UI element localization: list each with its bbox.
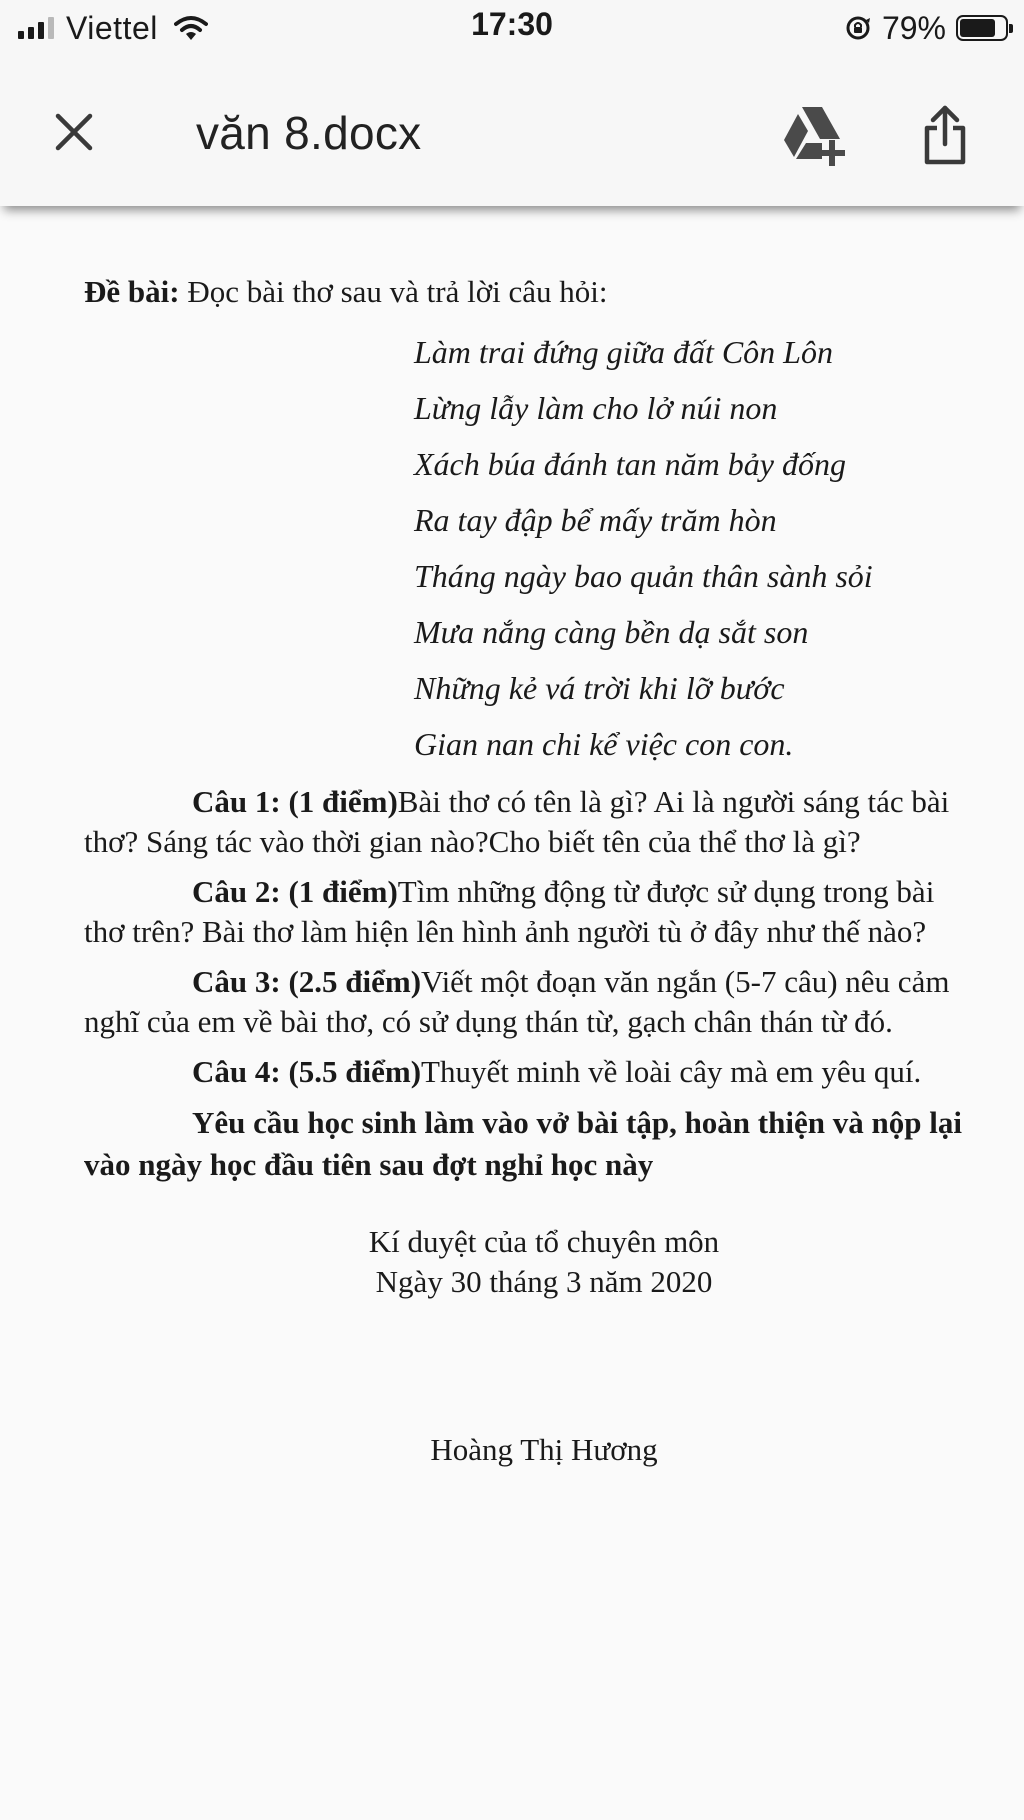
poem-line: Ra tay đập bể mấy trăm hòn bbox=[414, 502, 777, 538]
poem-line: Những kẻ vá trời khi lỡ bước bbox=[414, 670, 785, 706]
poem-line: Mưa nắng càng bền dạ sắt son bbox=[414, 614, 809, 650]
poem-line: Làm trai đứng giữa đất Côn Lôn bbox=[414, 334, 833, 370]
poem-line: Lừng lẫy làm cho lở núi non bbox=[414, 390, 778, 426]
question-label: Câu 2: (1 điểm) bbox=[192, 874, 398, 909]
status-time: 17:30 bbox=[471, 6, 553, 42]
add-to-drive-icon bbox=[780, 103, 850, 167]
battery-level-fill bbox=[960, 19, 995, 37]
question-label: Câu 4: (5.5 điểm) bbox=[192, 1054, 422, 1089]
poem bbox=[414, 324, 964, 772]
question-label: Câu 3: (2.5 điểm) bbox=[192, 964, 422, 999]
poem-line: Gian nan chi kể việc con con. bbox=[414, 726, 794, 762]
document-title: văn 8.docx bbox=[196, 107, 422, 159]
question-2 bbox=[84, 872, 964, 952]
add-to-drive-button[interactable] bbox=[776, 96, 854, 174]
question-4 bbox=[84, 1052, 964, 1092]
question-3 bbox=[84, 962, 964, 1042]
status-bar bbox=[0, 0, 1024, 56]
document-content bbox=[84, 272, 964, 1470]
document-viewer[interactable] bbox=[0, 206, 1024, 1820]
battery-icon bbox=[956, 15, 1008, 41]
approval-block bbox=[84, 1222, 964, 1302]
approval-title: Kí duyệt của tổ chuyên môn bbox=[368, 1224, 720, 1259]
submission-requirement: Yêu cầu học sinh làm vào vở bài tập, hoàn thiện và nộp lại vào ngày học đầu tiên sau đợt nghỉ học này bbox=[84, 1105, 962, 1182]
question-text: Tìm những động từ được sử dụng trong bài thơ trên? Bài thơ làm hiện lên hình ảnh người tù ở đây như thế nào? bbox=[84, 874, 935, 949]
question-1 bbox=[84, 782, 964, 862]
prompt-label: Đề bài: bbox=[84, 274, 180, 309]
poem-line: Tháng ngày bao quản thân sành sỏi bbox=[414, 558, 873, 594]
prompt-text: Đọc bài thơ sau và trả lời câu hỏi: bbox=[179, 274, 608, 309]
question-text: Viết một đoạn văn ngắn (5-7 câu) nêu cảm nghĩ của em về bài thơ, có sử dụng thán từ, gạch chân thán từ đó. bbox=[84, 964, 950, 1039]
close-button[interactable] bbox=[44, 102, 104, 162]
status-right bbox=[844, 10, 1008, 46]
approval-date: Ngày 30 tháng 3 năm 2020 bbox=[375, 1264, 713, 1299]
exercise-prompt bbox=[84, 272, 964, 312]
question-label: Câu 1: (1 điểm) bbox=[192, 784, 398, 819]
share-icon bbox=[922, 104, 968, 166]
carrier-name: Viettel bbox=[66, 9, 158, 46]
app-header bbox=[0, 56, 1024, 206]
question-text: Thuyết minh về loài cây mà em yêu quí. bbox=[421, 1054, 922, 1089]
rotation-lock-icon bbox=[844, 14, 872, 42]
signer-name: Hoàng Thị Hương bbox=[430, 1432, 658, 1467]
battery-percent: 79% bbox=[881, 9, 946, 46]
question-text: Bài thơ có tên là gì? Ai là người sáng tác bài thơ? Sáng tác vào thời gian nào?Cho biết tên của thể thơ là gì? bbox=[84, 784, 950, 859]
close-icon bbox=[54, 112, 94, 152]
share-button[interactable] bbox=[910, 96, 980, 174]
poem-line: Xách búa đánh tan năm bảy đống bbox=[414, 446, 846, 482]
